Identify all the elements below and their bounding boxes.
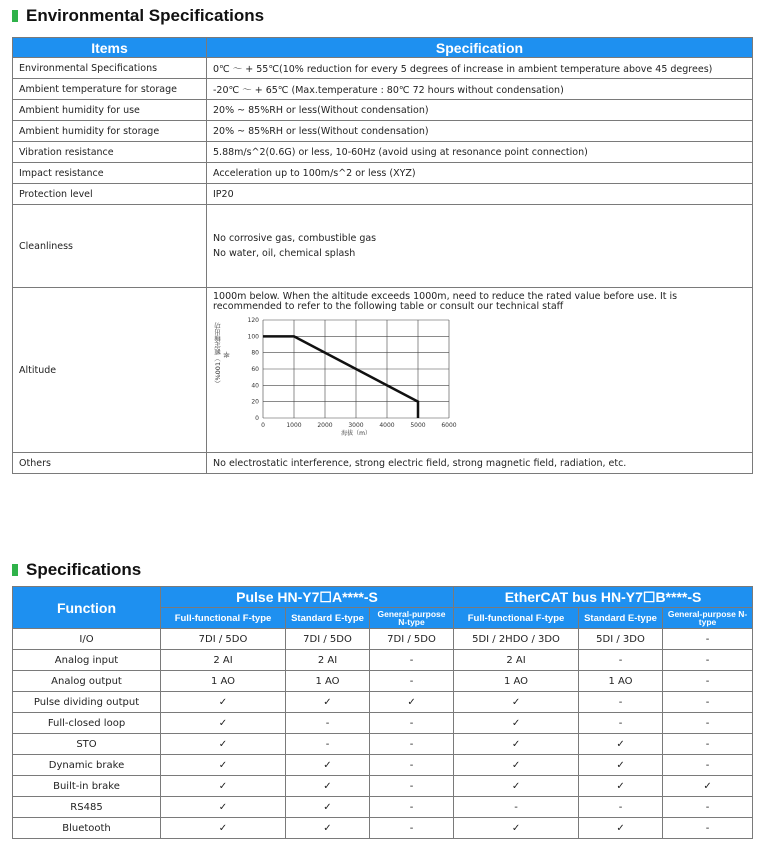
spec-cell: No electrostatic interference, strong electric field, strong magnetic field, radiation, etc. [207,453,753,474]
value-cell: ✓ [579,776,663,797]
function-cell: I/O [13,629,161,650]
value-cell: ✓ [161,734,286,755]
spec-cell: 5.88m/s^2(0.6G) or less, 10-60Hz (avoid using at resonance point connection) [207,142,753,163]
spec-cell: -20℃ ～ + 65℃ (Max.temperature : 80℃ 72 hours without condensation) [207,79,753,100]
table-row [13,776,753,797]
value-cell: ✓ [370,692,454,713]
value-cell: ✓ [286,776,370,797]
chart-x-tick-label: 2000 [317,422,333,429]
function-cell: Pulse dividing output [13,692,161,713]
value-cell: 1 AO [161,671,286,692]
item-cell: Altitude [13,288,207,453]
value-cell: ✓ [161,755,286,776]
header-items: Items [13,38,207,58]
chart-x-tick-label: 1000 [286,422,302,429]
value-cell: 1 AO [579,671,663,692]
value-cell: - [579,797,663,818]
value-cell: 7DI / 5DO [370,629,454,650]
env-table-body [13,58,753,474]
altitude-derating-chart [231,312,476,440]
item-cell: Ambient temperature for storage [13,79,207,100]
altitude-note: 1000m below. When the altitude exceeds 1000m, need to reduce the rated value before use. It is recommended to refer to the following table or consult our technical staff [213,291,678,312]
value-cell: - [663,797,753,818]
chart-y-tick-label: 100 [247,333,259,341]
spec-section-title-text: Specifications [26,560,142,579]
value-cell: - [663,713,753,734]
chart-x-axis-label: 海拔（m） [341,430,371,437]
function-cell: STO [13,734,161,755]
table-row [13,163,753,184]
value-cell: - [370,797,454,818]
value-cell: - [579,650,663,671]
header-specification: Specification [207,38,753,58]
function-spec-table [12,586,753,839]
chart-x-tick-label: 0 [261,422,265,429]
table-row [13,692,753,713]
value-cell: - [663,671,753,692]
value-cell: 1 AO [454,671,579,692]
value-cell: 1 AO [286,671,370,692]
spec-cell: Acceleration up to 100m/s^2 or less (XYZ) [207,163,753,184]
table-row [13,184,753,205]
chart-y-tick-label: 60 [251,366,259,373]
value-cell: - [370,755,454,776]
altitude-chart-wrap [213,312,746,440]
value-cell: 5DI / 2HDO / 3DO [454,629,579,650]
item-cell: Protection level [13,184,207,205]
spec-cell: 20% ~ 85%RH or less(Without condensation) [207,100,753,121]
table-row [13,734,753,755]
table-row [13,142,753,163]
value-cell: ✓ [454,818,579,839]
chart-y-label: （%001）额定输出功率 [214,322,231,388]
item-cell: Ambient humidity for storage [13,121,207,142]
env-section-title-text: Environmental Specifications [26,6,265,25]
value-cell: 7DI / 5DO [286,629,370,650]
subheader-f-type: Full-functional F-type [454,608,579,629]
value-cell: ✓ [161,692,286,713]
value-cell: 2 AI [454,650,579,671]
chart-derating-line [263,336,418,418]
table-row [13,453,753,474]
value-cell: ✓ [286,818,370,839]
table-row [13,755,753,776]
value-cell: ✓ [286,797,370,818]
value-cell: ✓ [161,776,286,797]
env-section-title [12,6,264,26]
value-cell: - [663,755,753,776]
value-cell: 2 AI [286,650,370,671]
chart-x-tick-label: 6000 [441,422,457,429]
value-cell: - [286,713,370,734]
function-cell: Analog input [13,650,161,671]
value-cell: - [454,797,579,818]
table-row [13,629,753,650]
function-cell: Analog output [13,671,161,692]
green-square-icon [12,10,18,22]
value-cell: ✓ [579,818,663,839]
cleanliness-line-1: No corrosive gas, combustible gas [213,233,377,244]
chart-y-tick-label: 40 [251,382,259,390]
table-row [13,797,753,818]
function-table-body [13,629,753,839]
subheader-n-type: General-purpose N-type [663,608,753,629]
spec-section-title [12,560,141,580]
spec-cell: 0℃ ～ + 55℃(10% reduction for every 5 degrees of increase in ambient temperature above 45 degrees) [207,58,753,79]
value-cell: - [663,692,753,713]
subheader-e-type: Standard E-type [579,608,663,629]
value-cell: - [370,818,454,839]
value-cell: ✓ [663,776,753,797]
value-cell: ✓ [454,713,579,734]
value-cell: - [370,713,454,734]
value-cell: ✓ [454,692,579,713]
value-cell: ✓ [454,776,579,797]
cleanliness-line-2: No water, oil, chemical splash [213,248,356,259]
table-row [13,58,753,79]
value-cell: - [663,650,753,671]
table-row [13,100,753,121]
function-cell: Bluetooth [13,818,161,839]
function-cell: Full-closed loop [13,713,161,734]
spec-cell: IP20 [207,184,753,205]
chart-y-tick-label: 120 [247,317,259,324]
value-cell: ✓ [161,797,286,818]
item-cell: Cleanliness [13,205,207,288]
altitude-spec [207,288,753,453]
chart-y-tick-label: 20 [251,398,259,406]
subheader-n-type: General-purpose N-type [370,608,454,629]
value-cell: ✓ [454,734,579,755]
green-square-icon [12,564,18,576]
value-cell: - [663,734,753,755]
value-cell: ✓ [286,692,370,713]
table-row [13,650,753,671]
value-cell: - [579,713,663,734]
value-cell: - [370,650,454,671]
cleanliness-spec [207,205,753,288]
chart-x-tick-label: 4000 [379,422,395,429]
item-cell: Impact resistance [13,163,207,184]
group-header-ethercat: EtherCAT bus HN-Y7☐B****-S [454,587,753,608]
chart-x-tick-label: 5000 [410,422,426,429]
value-cell: 2 AI [161,650,286,671]
table-row [13,121,753,142]
value-cell: - [579,692,663,713]
value-cell: - [286,734,370,755]
spec-cell: 20% ~ 85%RH or less(Without condensation) [207,121,753,142]
subheader-f-type: Full-functional F-type [161,608,286,629]
table-row [13,671,753,692]
item-cell: Vibration resistance [13,142,207,163]
function-cell: RS485 [13,797,161,818]
value-cell: ✓ [454,755,579,776]
value-cell: ✓ [579,734,663,755]
subheader-e-type: Standard E-type [286,608,370,629]
item-cell: Environmental Specifications [13,58,207,79]
altitude-row [13,288,753,453]
chart-y-tick-label: 80 [251,349,259,357]
value-cell: - [370,671,454,692]
item-cell: Ambient humidity for use [13,100,207,121]
value-cell: 7DI / 5DO [161,629,286,650]
cleanliness-row [13,205,753,288]
function-header: Function [13,587,161,629]
item-cell: Others [13,453,207,474]
group-header-pulse: Pulse HN-Y7☐A****-S [161,587,454,608]
chart-y-tick-label: 0 [255,415,259,422]
table-row [13,713,753,734]
value-cell: ✓ [286,755,370,776]
function-cell: Dynamic brake [13,755,161,776]
value-cell: 5DI / 3DO [579,629,663,650]
table-row [13,79,753,100]
function-cell: Built-in brake [13,776,161,797]
value-cell: - [370,734,454,755]
chart-x-tick-label: 3000 [348,422,364,429]
env-spec-table [12,37,753,474]
value-cell: - [370,776,454,797]
value-cell: - [663,818,753,839]
value-cell: ✓ [579,755,663,776]
value-cell: - [663,629,753,650]
value-cell: ✓ [161,713,286,734]
value-cell: ✓ [161,818,286,839]
table-row [13,818,753,839]
